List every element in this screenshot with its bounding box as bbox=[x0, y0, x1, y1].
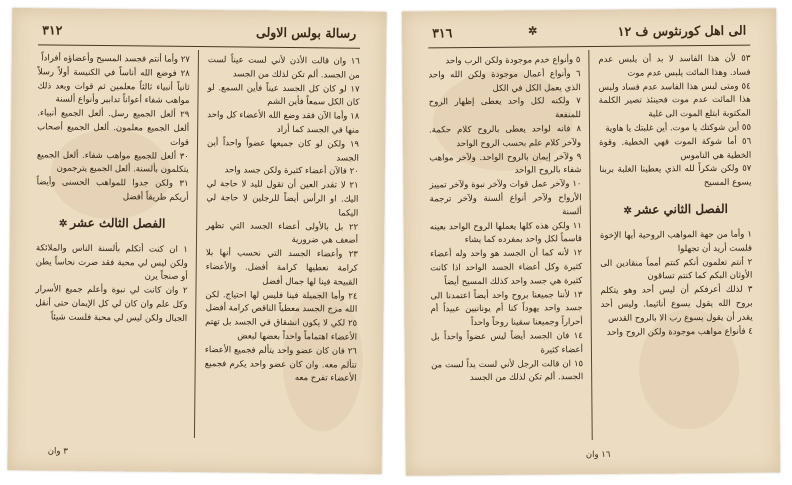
left-page bbox=[8, 8, 387, 474]
verse: ٨ فانه لواحد يعطى بالروح كلام حكمة. ولآخر كلام علم بحسب الروح الواحد bbox=[428, 124, 582, 149]
verse: ٦ وأنواع أعمال موجودة ولكن الله واحد الذي يعمل الكل في الكل bbox=[428, 68, 581, 94]
verse: ١ وأما من جهة المواهب الروحية أيها الإخوة فلست أريد أن تجهلوا bbox=[599, 229, 753, 255]
verse: ٥٦ أما شوكة الموت فهي الخطية. وقوة الخطية هي الناموس bbox=[599, 136, 752, 161]
verse: ١٤ فان الجسد أيضاً ليس عضواً واحداً بل أعضاء كثيرة bbox=[430, 331, 583, 356]
verse: ١٠ ولآخر عمل قوات ولآخر نبوة ولآخر تمييز الأرواح ولآخر أنواع ألسنة ولآخر ترجمة ألسنة bbox=[429, 179, 582, 218]
left-page-left-column bbox=[35, 52, 190, 326]
verse: ٢٠ فالآن أعضاء كثيرة ولكن جسد واحد bbox=[224, 165, 359, 178]
verse: ٣٠ ألعل للجميع مواهب شفاء. ألعل الجميع يتكلمون بألسنة. ألعل الجميع يترجمون bbox=[36, 149, 189, 176]
verse: ٥٣ لأن هذا الفاسد لا بد أن يلبس عدم فساد. وهذا المائت يلبس عدم موت bbox=[598, 53, 751, 79]
verse: ٥ وأنواع خدم موجودة ولكن الرب واحد bbox=[445, 55, 581, 67]
verse: ٢٦ فان كان عضو واحد يتألم فجميع الأعضاء تتألم معه. وان كان عضو واحد يكرم فجميع الأعضاء تفرح معه bbox=[204, 344, 357, 385]
chapter-heading-text: الفصل الثاني عشر bbox=[634, 201, 728, 217]
verse: ٢٢ بل بالأولى أعضاء الجسد التي تظهر أضعف هي ضرورية bbox=[206, 220, 359, 247]
verse: ١٨ وأما الآن فقد وضع الله الأعضاء كل واحد منها في الجسد كما أراد bbox=[207, 110, 360, 136]
right-column-divider bbox=[588, 50, 592, 440]
verse: ١٣ لأننا جميعنا بروح واحد أيضاً اعتمدنا الى جسد واحد يهوداً كنا أم يونانيين عبيداً أم أحراراً وجميعنا سقينا روحاً واحداً bbox=[430, 289, 583, 329]
verse: ١٧ لو كان كل الجسد عيناً فأين السمع. لو كان الكل سمعاً فأين الشم bbox=[207, 82, 360, 109]
verse: ١٥ ان قالت الرجل لأني لست يداً لست من الجسد. ألم تكن لذلك من الجسد bbox=[431, 358, 584, 384]
right-page-left-column bbox=[428, 54, 583, 386]
verse: ٩ ولآخر إيمان بالروح الواحد. ولآخر مواهب شفاء بالروح الواحد bbox=[429, 151, 582, 177]
left-column-divider bbox=[194, 50, 199, 438]
right-page-right-column bbox=[598, 53, 752, 341]
verse: ٥٧ ولكن شكراً لله الذي يعطينا الغلبة بربنا يسوع المسيح bbox=[599, 163, 752, 189]
verse: ٢٥ لكي لا يكون انشقاق في الجسد بل تهتم الأعضاء اهتماماً واحداً بعضها لبعض bbox=[205, 317, 358, 343]
star-ornament-icon: ✲ bbox=[58, 218, 68, 230]
verse: ٢ أنتم تعلمون أنكم كنتم أمماً منقادين الى الأوثان البكم كما كنتم تساقون bbox=[600, 257, 753, 282]
verse: ٢٧ وأما أنتم فجسد المسيح وأعضاؤه أفراداً bbox=[41, 53, 190, 65]
chapter-heading-text: الفصل الثالث عشر bbox=[70, 215, 166, 231]
verse: ٢٣ وأعضاء الجسد التي نحسب أنها بلا كرامة نعطيها كرامة أفضل. والأعضاء القبيحة فينا لها جمال أفضل bbox=[205, 248, 358, 288]
right-page-header bbox=[432, 23, 746, 46]
verse: ٥٥ أين شوكتك يا موت. أين غلبتك يا هاوية bbox=[605, 122, 752, 134]
verse: ٤ فأنواع مواهب موجودة ولكن الروح واحد bbox=[606, 326, 753, 338]
verse: ١ ان كنت أتكلم بألسنة الناس والملائكة ولكن ليس لي محبة فقد صرت نحاساً يطن أو صنجاً يرن bbox=[35, 243, 188, 283]
left-page-running-title: رسالة بولس الاولى bbox=[256, 24, 357, 41]
left-page-catchword: ٣ وان bbox=[47, 446, 68, 457]
verse: ٢٤ وأما الجميلة فينا فليس لها احتياج. لكن الله مزج الجسد معطياً الناقص كرامة أفضل bbox=[205, 289, 358, 316]
left-page-number: ٣١٢ bbox=[42, 22, 63, 38]
star-ornament-icon: ✲ bbox=[623, 205, 632, 217]
right-page bbox=[402, 8, 780, 475]
verse: ١١ ولكن هذه كلها يعملها الروح الواحد بعينه قاسماً لكل واحد بمفرده كما يشاء bbox=[429, 220, 583, 246]
verse: ١٢ لأنه كما أن الجسد هو واحد وله أعضاء كثيرة وكل أعضاء الجسد الواحد اذا كانت كثيرة هي جسد واحد كذلك المسيح أيضاً bbox=[430, 248, 583, 288]
verse: ٢٨ فوضع الله أناساً في الكنيسة أولاً رسلاً ثانياً أنبياء ثالثاً معلمين ثم قوات وبعد ذلك مواهب شفاء أعواناً تدابير وأنواع ألسنة bbox=[37, 67, 190, 107]
verse: ٧ ولكنه لكل واحد يعطى إظهار الروح للمنفعة bbox=[428, 96, 581, 121]
verse: ٣ لذلك أعرفكم أن ليس أحد وهو يتكلم بروح الله يقول يسوع أناثيما. وليس أحد يقدر أن يقول يسوع رب الا بالروح القدس bbox=[600, 284, 753, 324]
left-page-header bbox=[42, 22, 356, 45]
right-header-rule bbox=[428, 45, 750, 49]
verse: ٢١ لا تقدر العين أن تقول لليد لا حاجة لي اليك. او الرأس أيضاً للرجلين لا حاجة لي اليكما bbox=[206, 179, 359, 219]
right-page-running-title: الى اهل كورنثوس ف ١٢ bbox=[617, 22, 747, 39]
chapter-heading bbox=[36, 214, 188, 234]
left-page-right-column bbox=[204, 54, 359, 387]
verse: ١٩ ولكن لو كان جميعها عضواً واحداً أين الجسد bbox=[206, 137, 360, 164]
verse: ٣١ ولكن جدوا للمواهب الحسنى وأيضاً أريكم طريقاً أفضل bbox=[36, 177, 189, 203]
verse: ٢ وان كانت لي نبوة وأعلم جميع الأسرار وكل علم وان كان لي كل الإيمان حتى أنقل الجبال ولكن ليس لي محبة فلست شيئاً bbox=[35, 284, 188, 324]
star-ornament-icon: ✲ bbox=[528, 24, 538, 38]
chapter-heading bbox=[600, 201, 752, 220]
verse: ٥٤ ومتى لبس هذا الفاسد عدم فساد ولبس هذا المائت عدم موت فحينئذ تصير الكلمة المكتوبة ابتلع الموت الى غلبة bbox=[598, 81, 751, 120]
right-page-number: ٣١٦ bbox=[432, 25, 453, 41]
verse: ٢٩ ألعل الجميع رسل. ألعل الجميع أنبياء. ألعل الجميع معلمون. ألعل الجميع أصحاب قوات bbox=[37, 108, 190, 148]
verse: ١٦ وان قالت الأذن لأني لست عيناً لست من الجسد. ألم تكن لذلك من الجسد bbox=[207, 55, 360, 81]
right-page-catchword: ١٦ وان bbox=[585, 449, 611, 461]
